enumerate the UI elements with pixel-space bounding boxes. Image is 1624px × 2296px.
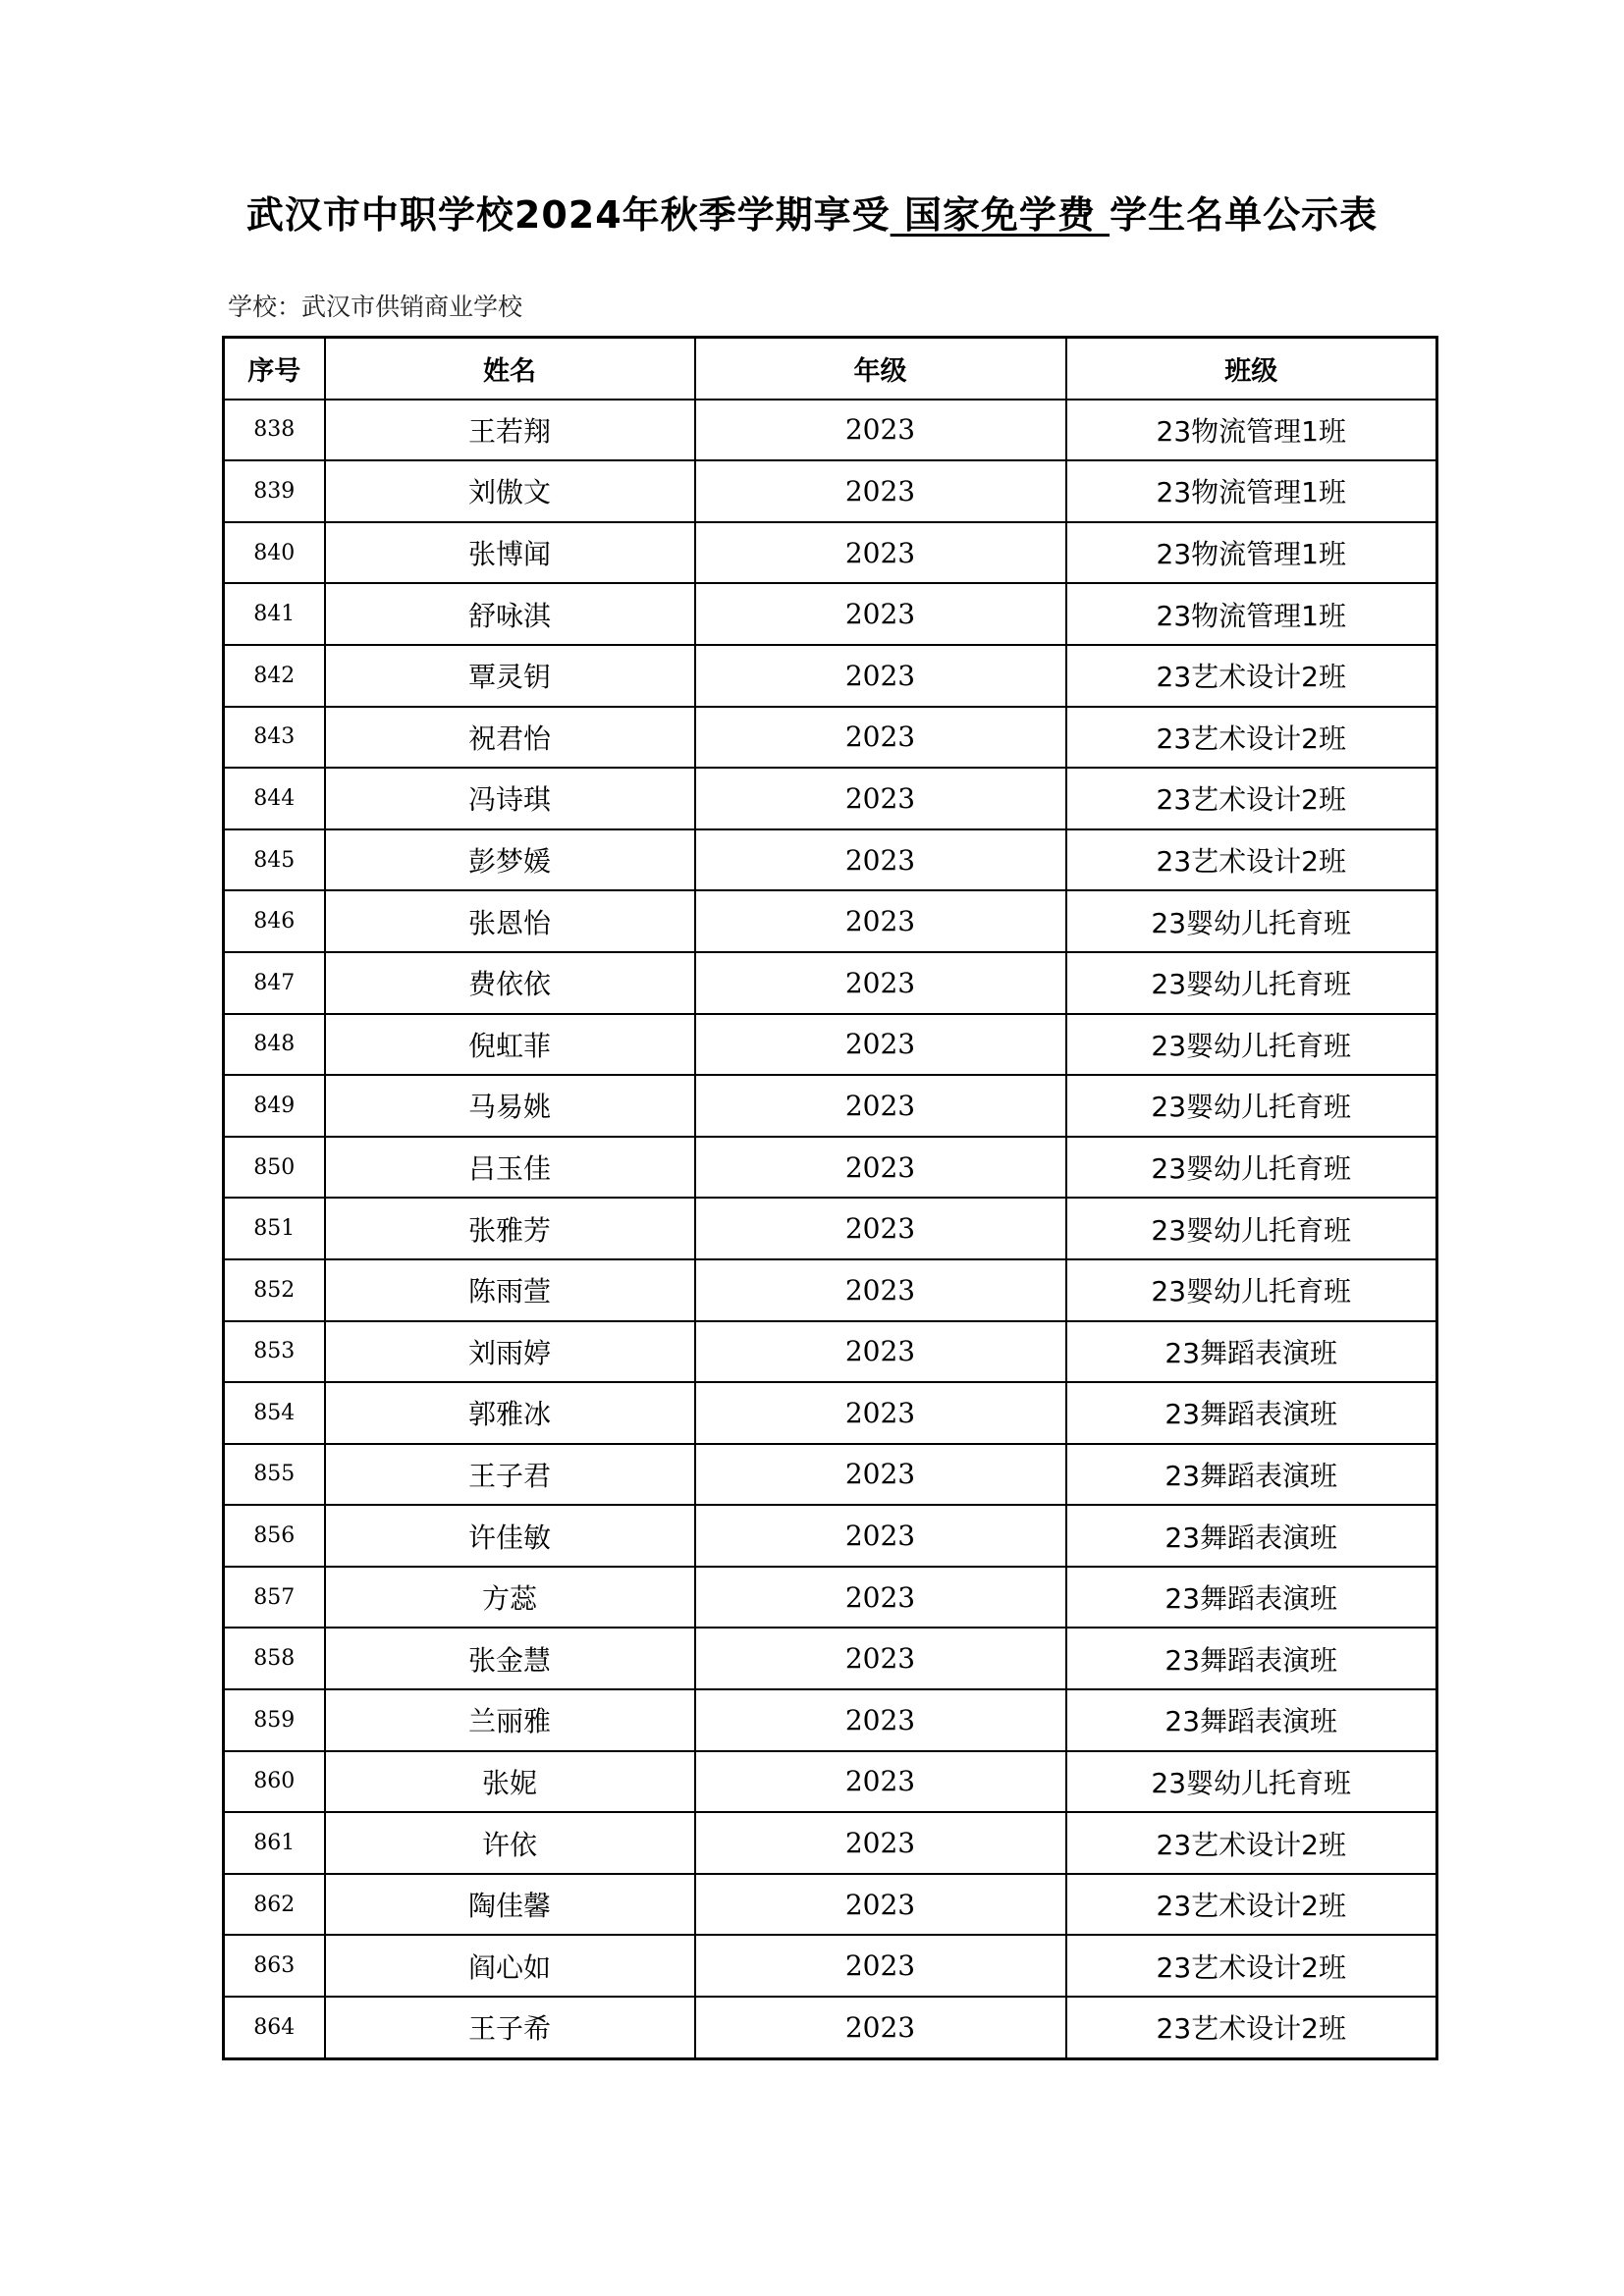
table-row	[224, 583, 1437, 645]
cell-class: 23舞蹈表演班	[1066, 1628, 1437, 1689]
cell-grade: 2023	[695, 1812, 1066, 1874]
cell-index: 849	[224, 1075, 325, 1137]
cell-grade: 2023	[695, 1259, 1066, 1321]
cell-index: 848	[224, 1014, 325, 1076]
cell-index: 864	[224, 1997, 325, 2058]
cell-name: 舒咏淇	[325, 583, 695, 645]
school-line: 学校：武汉市供销商业学校	[228, 293, 523, 321]
cell-grade: 2023	[695, 1382, 1066, 1444]
table-row	[224, 1198, 1437, 1259]
cell-grade: 2023	[695, 1751, 1066, 1813]
table-row	[224, 1628, 1437, 1689]
header-index: 序号	[224, 338, 325, 400]
cell-index: 838	[224, 400, 325, 461]
cell-class: 23舞蹈表演班	[1066, 1321, 1437, 1383]
document-title	[0, 185, 1624, 239]
cell-index: 859	[224, 1689, 325, 1751]
table-row	[224, 1321, 1437, 1383]
cell-grade: 2023	[695, 1997, 1066, 2058]
cell-index: 851	[224, 1198, 325, 1259]
cell-name: 兰丽雅	[325, 1689, 695, 1751]
cell-grade: 2023	[695, 1689, 1066, 1751]
cell-index: 855	[224, 1444, 325, 1506]
cell-class: 23舞蹈表演班	[1066, 1505, 1437, 1567]
cell-index: 844	[224, 768, 325, 829]
cell-grade: 2023	[695, 1567, 1066, 1629]
cell-class: 23艺术设计2班	[1066, 1997, 1437, 2058]
cell-name: 郭雅冰	[325, 1382, 695, 1444]
cell-name: 张金慧	[325, 1628, 695, 1689]
cell-grade: 2023	[695, 1444, 1066, 1506]
table-row	[224, 829, 1437, 891]
cell-index: 843	[224, 707, 325, 769]
cell-index: 857	[224, 1567, 325, 1629]
cell-class: 23婴幼儿托育班	[1066, 1137, 1437, 1199]
cell-name: 马易姚	[325, 1075, 695, 1137]
table-row	[224, 1505, 1437, 1567]
cell-index: 839	[224, 460, 325, 522]
cell-index: 856	[224, 1505, 325, 1567]
cell-name: 倪虹菲	[325, 1014, 695, 1076]
cell-name: 覃灵钥	[325, 645, 695, 707]
table-row	[224, 768, 1437, 829]
cell-class: 23舞蹈表演班	[1066, 1444, 1437, 1506]
cell-index: 853	[224, 1321, 325, 1383]
cell-name: 吕玉佳	[325, 1137, 695, 1199]
cell-class: 23物流管理1班	[1066, 583, 1437, 645]
cell-grade: 2023	[695, 583, 1066, 645]
cell-class: 23婴幼儿托育班	[1066, 1198, 1437, 1259]
cell-index: 840	[224, 522, 325, 584]
cell-grade: 2023	[695, 890, 1066, 952]
cell-name: 陶佳馨	[325, 1874, 695, 1936]
cell-grade: 2023	[695, 1874, 1066, 1936]
cell-name: 祝君怡	[325, 707, 695, 769]
cell-grade: 2023	[695, 645, 1066, 707]
cell-index: 861	[224, 1812, 325, 1874]
table-row	[224, 1874, 1437, 1936]
cell-name: 张恩怡	[325, 890, 695, 952]
cell-grade: 2023	[695, 1198, 1066, 1259]
student-list-table	[222, 336, 1438, 2060]
table-row	[224, 1137, 1437, 1199]
header-class: 班级	[1066, 338, 1437, 400]
table-row	[224, 1075, 1437, 1137]
cell-name: 张博闻	[325, 522, 695, 584]
cell-name: 许依	[325, 1812, 695, 1874]
cell-index: 862	[224, 1874, 325, 1936]
cell-index: 852	[224, 1259, 325, 1321]
cell-grade: 2023	[695, 1505, 1066, 1567]
table-row	[224, 1014, 1437, 1076]
cell-index: 850	[224, 1137, 325, 1199]
cell-class: 23舞蹈表演班	[1066, 1382, 1437, 1444]
cell-name: 费依依	[325, 952, 695, 1014]
table-row	[224, 1812, 1437, 1874]
cell-name: 刘雨婷	[325, 1321, 695, 1383]
cell-name: 阎心如	[325, 1935, 695, 1997]
cell-class: 23婴幼儿托育班	[1066, 1014, 1437, 1076]
table-row	[224, 707, 1437, 769]
table-row	[224, 1444, 1437, 1506]
cell-class: 23艺术设计2班	[1066, 1935, 1437, 1997]
cell-class: 23物流管理1班	[1066, 400, 1437, 461]
cell-grade: 2023	[695, 1014, 1066, 1076]
title-suffix: 学生名单公示表	[1110, 193, 1379, 237]
cell-name: 方蕊	[325, 1567, 695, 1629]
cell-grade: 2023	[695, 522, 1066, 584]
cell-class: 23舞蹈表演班	[1066, 1567, 1437, 1629]
table-row	[224, 1751, 1437, 1813]
cell-class: 23艺术设计2班	[1066, 707, 1437, 769]
cell-class: 23婴幼儿托育班	[1066, 1075, 1437, 1137]
cell-index: 845	[224, 829, 325, 891]
table-header-row	[224, 338, 1437, 400]
table-row	[224, 1382, 1437, 1444]
cell-name: 张雅芳	[325, 1198, 695, 1259]
cell-class: 23物流管理1班	[1066, 460, 1437, 522]
cell-name: 冯诗琪	[325, 768, 695, 829]
header-name: 姓名	[325, 338, 695, 400]
cell-index: 860	[224, 1751, 325, 1813]
cell-grade: 2023	[695, 952, 1066, 1014]
cell-name: 王子君	[325, 1444, 695, 1506]
cell-index: 854	[224, 1382, 325, 1444]
table-row	[224, 645, 1437, 707]
cell-class: 23艺术设计2班	[1066, 1874, 1437, 1936]
cell-grade: 2023	[695, 1075, 1066, 1137]
cell-class: 23艺术设计2班	[1066, 829, 1437, 891]
cell-class: 23物流管理1班	[1066, 522, 1437, 584]
cell-grade: 2023	[695, 707, 1066, 769]
table-row	[224, 522, 1437, 584]
table-row	[224, 952, 1437, 1014]
cell-index: 846	[224, 890, 325, 952]
title-prefix: 武汉市中职学校2024年秋季学期享受	[245, 193, 891, 237]
cell-index: 847	[224, 952, 325, 1014]
table-row	[224, 460, 1437, 522]
cell-grade: 2023	[695, 1321, 1066, 1383]
cell-class: 23婴幼儿托育班	[1066, 1259, 1437, 1321]
cell-grade: 2023	[695, 460, 1066, 522]
cell-index: 841	[224, 583, 325, 645]
cell-class: 23舞蹈表演班	[1066, 1689, 1437, 1751]
cell-grade: 2023	[695, 829, 1066, 891]
cell-class: 23婴幼儿托育班	[1066, 1751, 1437, 1813]
title-underlined-item: 国家免学费	[890, 193, 1110, 237]
cell-index: 858	[224, 1628, 325, 1689]
table-row	[224, 1997, 1437, 2058]
cell-index: 842	[224, 645, 325, 707]
cell-grade: 2023	[695, 1935, 1066, 1997]
cell-name: 陈雨萱	[325, 1259, 695, 1321]
table-row	[224, 1689, 1437, 1751]
cell-class: 23婴幼儿托育班	[1066, 890, 1437, 952]
cell-name: 彭梦媛	[325, 829, 695, 891]
cell-grade: 2023	[695, 1628, 1066, 1689]
cell-class: 23艺术设计2班	[1066, 645, 1437, 707]
cell-name: 王若翔	[325, 400, 695, 461]
cell-class: 23艺术设计2班	[1066, 1812, 1437, 1874]
cell-class: 23婴幼儿托育班	[1066, 952, 1437, 1014]
table-row	[224, 1259, 1437, 1321]
table-row	[224, 1567, 1437, 1629]
cell-class: 23艺术设计2班	[1066, 768, 1437, 829]
cell-grade: 2023	[695, 400, 1066, 461]
table-row	[224, 400, 1437, 461]
cell-grade: 2023	[695, 1137, 1066, 1199]
cell-index: 863	[224, 1935, 325, 1997]
cell-name: 王子希	[325, 1997, 695, 2058]
table-row	[224, 890, 1437, 952]
header-grade: 年级	[695, 338, 1066, 400]
cell-name: 刘傲文	[325, 460, 695, 522]
cell-name: 张妮	[325, 1751, 695, 1813]
cell-grade: 2023	[695, 768, 1066, 829]
cell-name: 许佳敏	[325, 1505, 695, 1567]
table-row	[224, 1935, 1437, 1997]
